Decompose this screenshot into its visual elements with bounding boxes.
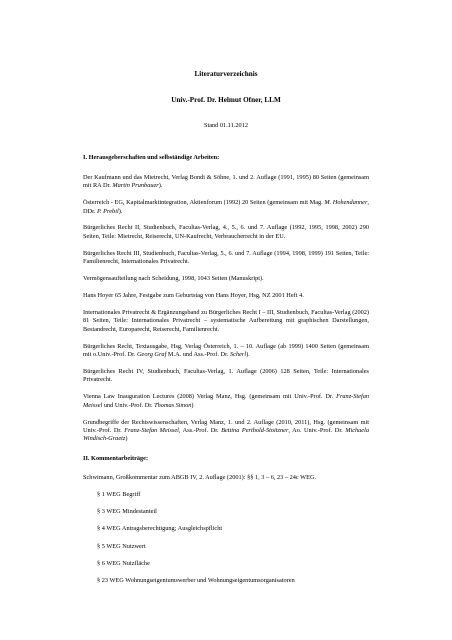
entry-text: Vermögensaufteilung nach Scheidung, 1998, 1043 Seiten (Manuskript). xyxy=(83,275,264,283)
publication-entry xyxy=(83,275,369,283)
publication-entry xyxy=(83,250,369,267)
publication-entry xyxy=(83,419,369,444)
publication-entry xyxy=(83,199,369,216)
entry-text: , DDr. xyxy=(83,199,369,215)
document-body xyxy=(83,70,369,594)
entry-text: Bürgerliches Recht II, Studienbuch, Facultas-Verlag, 4., 5., 6. und 7. Auflage (1992, 1995, 1998, 2002) 290 Seiten, Teile: Mietrecht, Reiserecht, UN-Kaufrecht, Verbraucherrecht in der EU. xyxy=(83,224,369,240)
publication-entry xyxy=(83,393,369,410)
author-name: Bettina Perthold-Stoitzner xyxy=(221,426,289,434)
commentary-item: § 1 WEG Begriff xyxy=(97,491,141,499)
entry-text: M.A. und Ass.-Prof. Dr. xyxy=(166,351,231,358)
section-heading-publications: I. Herausgeberschaften und selbständige Arbeiten: xyxy=(83,154,220,162)
publication-list xyxy=(83,174,369,444)
entry-text: Internationales Privatrecht & Ergänzungsband zu Bürgerliches Recht I – III, Studienbuch, Facultas-Verlag (2002) 81 Seiten, Teile: Internationales Privatrecht – systematische Aufbereitung mit graphischen Darstellungen, Bestandrecht, Europarecht, Reiserecht, Familienrecht. xyxy=(83,308,369,333)
author-line: Univ.-Prof. Dr. Helmut Ofner, LLM xyxy=(171,96,281,104)
author-name: Michaela Windisch-Graetz xyxy=(83,426,369,443)
entry-text: , Ao. Univ.-Prof. Dr. xyxy=(288,426,346,434)
author-name: Franz-Stefan Meissel xyxy=(83,393,369,409)
commentary-item: § 3 WEG Mindestanteil xyxy=(97,508,157,516)
date-line: Stand 01.11.2012 xyxy=(203,122,249,129)
commentary-item: § 6 WEG Nutzfläche xyxy=(97,559,150,567)
commentary-list xyxy=(83,491,369,585)
entry-text: Österreich - EG, Kapitalmarktintegration, Aktienforum (1992) 20 Seiten (gemeinsam mit Mag. xyxy=(83,199,325,207)
publication-entry xyxy=(83,343,369,360)
entry-text: ). xyxy=(158,182,163,190)
entry-text: Bürgerliches Recht, Textausgabe, Hsg, Verlag Österreich, 1. – 10. Auflage (ab 1999) 1400 Seiten (gemeinsam mit o.Univ.-Prof. Dr. xyxy=(83,342,369,358)
publication-entry xyxy=(83,224,369,241)
publication-entry xyxy=(83,174,369,191)
document-title: Literaturverzeichnis xyxy=(194,70,258,78)
author-name: Georg Graf xyxy=(137,351,167,358)
commentary-item: § 4 WEG Antragsberechtigung; Ausgleichspflicht xyxy=(97,525,223,533)
commentary-item: § 23 WEG Wohnungseigentumswerber und Wohnungseigentumsorganisatoren xyxy=(97,577,295,585)
author-name: M. Hohendanner xyxy=(324,199,368,207)
author-name: Martin Prunbauer xyxy=(112,182,159,190)
author-name: P. Prebil xyxy=(97,207,119,215)
entry-text: Hans Hoyer 65 Jahre, Festgabe zum Geburtstag von Hans Hoyer, Hsg, NZ 2001 Heft 4. xyxy=(83,291,304,299)
publication-entry xyxy=(83,368,369,385)
entry-text: und Univ.-Prof. Dr. xyxy=(102,401,155,409)
author-name: Scherl xyxy=(230,351,247,358)
commentary-item: § 5 WEG Nutzwert xyxy=(97,542,146,550)
entry-text: Der Kaufmann und das Mietrecht, Verlag Bondi & Söhne, 1. und 2. Auflage (1991, 1995) 80 Seiten (gemeinsam mit RA Dr. xyxy=(83,173,369,190)
author-name: Thomas Simon xyxy=(154,401,192,409)
publication-entry xyxy=(83,292,369,300)
entry-text: ) xyxy=(125,435,128,443)
publication-entry xyxy=(83,309,369,334)
entry-text: ). xyxy=(246,351,250,358)
entry-text: , Ass.-Prof. Dr. xyxy=(178,426,222,434)
entry-text: Bürgerliches Recht IV, Studienbuch, Facultas-Verlag, 1. Auflage (2006) 128 Seiten, Teile: Internationales Privatrecht. xyxy=(83,367,369,384)
entry-text: Grundbegriffe der Rechtswissenschaften, Verlag Manz, 1. und 2. Auflage (2010, 2011), Hsg. (gemeinsam mit Univ.-Prof. Dr. xyxy=(83,418,369,434)
entry-text: ) xyxy=(191,401,194,409)
author-name: Franz-Stefan Meissel xyxy=(124,426,179,434)
commentary-intro: Schwimann, Großkommentar zum ABGB IV, 2. Auflage (2001): §§ 1, 3 – 6, 23 – 24c WEG. xyxy=(83,474,317,482)
entry-text: Bürgerliches Recht III, Studienbuch, Facultas-Verlag, 5., 6. und 7. Auflage (1994, 1998, 1999) 191 Seiten, Teile: Familienrecht, Internationales Privatrecht. xyxy=(83,249,369,266)
entry-text: Vienna Law Inauguration Lectures (2008) Verlag Manz, Hsg. (gemeinsam mit Univ.-Prof. Dr. xyxy=(83,393,337,401)
entry-text: ). xyxy=(118,207,123,215)
section-heading-commentaries: II. Kommentarbeiträge: xyxy=(83,454,149,462)
